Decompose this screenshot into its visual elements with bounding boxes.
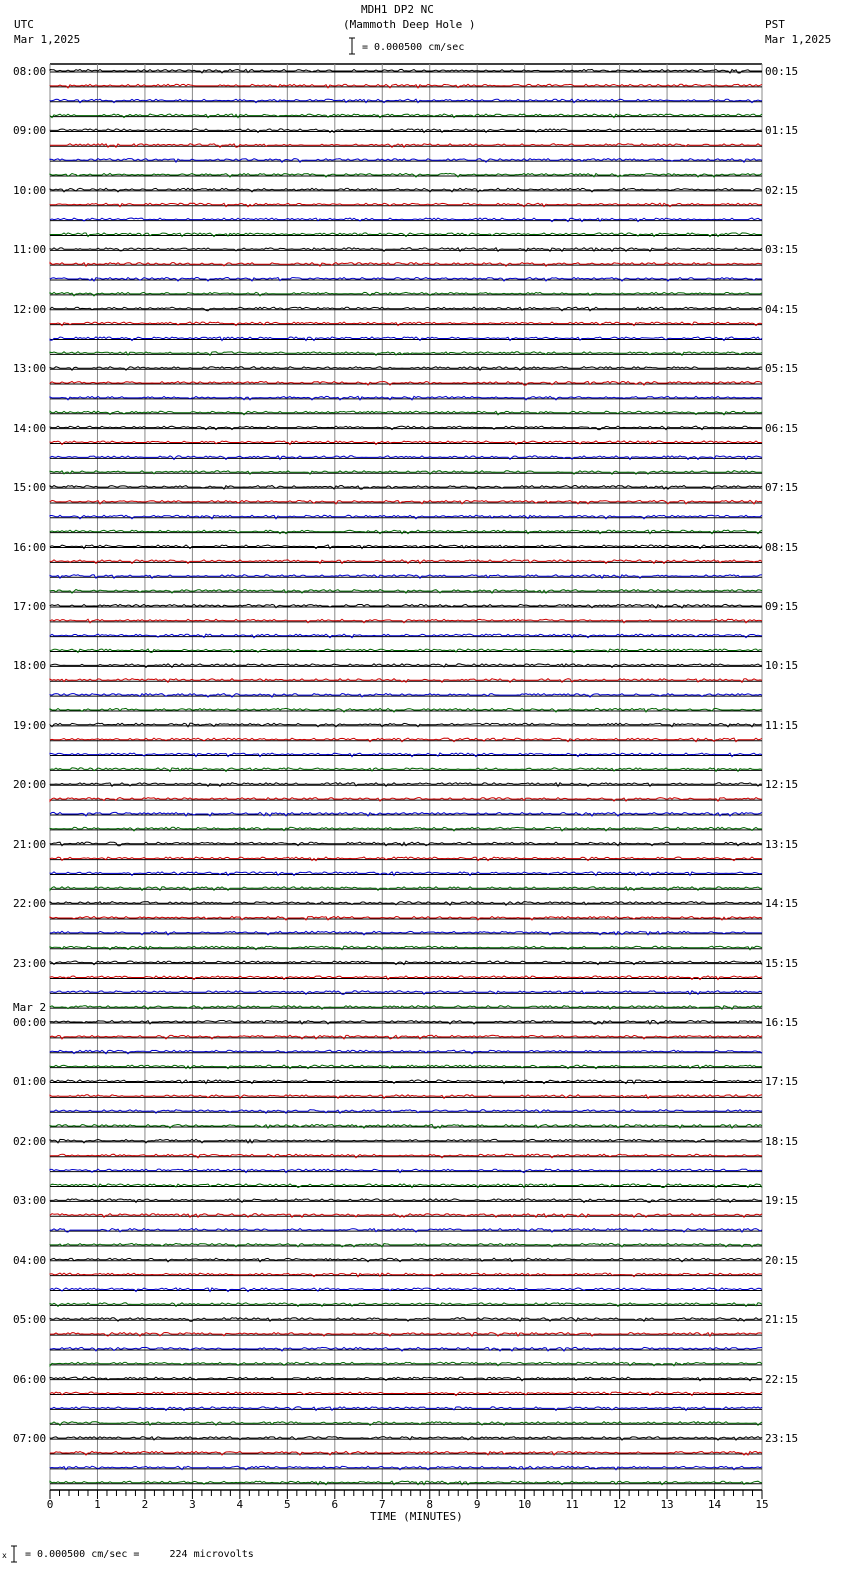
utc-hour-label: 21:00 — [13, 837, 47, 851]
pst-hour-label: 13:15 — [765, 837, 799, 851]
pst-hour-label: 10:15 — [765, 659, 799, 673]
scale-bar-icon — [349, 38, 355, 54]
utc-hour-label: 02:00 — [13, 1134, 47, 1148]
utc-hour-label: 12:00 — [13, 302, 47, 316]
utc-date: Mar 1,2025 — [14, 33, 81, 46]
pst-hour-label: 16:15 — [765, 1016, 799, 1030]
pst-hour-label: 06:15 — [765, 421, 799, 435]
pst-hour-label: 11:15 — [765, 718, 799, 732]
station-title: MDH1 DP2 NC — [361, 3, 434, 16]
station-subtitle: (Mammoth Deep Hole ) — [343, 18, 476, 31]
utc-hour-label: 10:00 — [13, 183, 47, 197]
utc-hour-label: 03:00 — [13, 1194, 47, 1208]
x-tick-label: 7 — [378, 1498, 386, 1511]
x-tick-label: 3 — [189, 1498, 196, 1511]
utc-hour-label: 17:00 — [13, 599, 47, 613]
x-tick-label: 14 — [707, 1498, 722, 1511]
pst-hour-label: 12:15 — [765, 778, 799, 792]
utc-hour-label: 11:00 — [13, 243, 47, 257]
utc-hour-label: 09:00 — [13, 124, 47, 138]
x-tick-label: 11 — [565, 1498, 579, 1511]
utc-hour-label: 22:00 — [13, 897, 47, 911]
pst-hour-label: 09:15 — [765, 599, 799, 613]
pst-hour-label: 18:15 — [765, 1134, 799, 1148]
footer-scale-text: = 0.000500 cm/sec = 224 microvolts — [25, 1549, 254, 1560]
utc-hour-label: 04:00 — [13, 1253, 47, 1267]
pst-hour-label: 00:15 — [765, 65, 799, 78]
x-tick-label: 2 — [141, 1498, 149, 1511]
x-tick-label: 10 — [518, 1498, 532, 1511]
footer-marker: x — [2, 1551, 7, 1560]
x-tick-label: 6 — [331, 1498, 339, 1511]
x-tick-label: 0 — [46, 1498, 54, 1511]
utc-hour-label: 06:00 — [13, 1372, 47, 1386]
utc-hour-label: 16:00 — [13, 540, 47, 554]
pst-hour-label: 02:15 — [765, 183, 799, 197]
utc-hour-label: 15:00 — [13, 481, 47, 495]
utc-label: UTC — [14, 18, 34, 31]
utc-hour-label: 20:00 — [13, 778, 47, 792]
utc-hour-label: 19:00 — [13, 718, 47, 732]
seismic-trace — [50, 530, 762, 534]
pst-hour-label: 20:15 — [765, 1253, 799, 1267]
pst-hour-label: 05:15 — [765, 362, 799, 376]
pst-hour-label: 08:15 — [765, 540, 799, 554]
utc-hour-label: 07:00 — [13, 1432, 47, 1446]
utc-hour-label: 23:00 — [13, 956, 47, 970]
x-tick-label: 15 — [755, 1498, 769, 1511]
x-tick-label: 4 — [236, 1498, 244, 1511]
utc-hour-label: 00:00 — [13, 1016, 47, 1030]
pst-hour-label: 23:15 — [765, 1432, 799, 1446]
pst-hour-label: 17:15 — [765, 1075, 799, 1089]
utc-hour-label: 01:00 — [13, 1075, 47, 1089]
pst-hour-label: 21:15 — [765, 1313, 799, 1327]
x-tick-label: 13 — [660, 1498, 674, 1511]
pst-hour-label: 07:15 — [765, 481, 799, 495]
x-tick-label: 12 — [612, 1498, 627, 1511]
pst-hour-label: 04:15 — [765, 302, 799, 316]
x-axis-label: TIME (MINUTES) — [370, 1510, 463, 1523]
footer-scale-bar-icon — [11, 1546, 17, 1562]
pst-hour-label: 03:15 — [765, 243, 799, 257]
utc-hour-label: 05:00 — [13, 1313, 47, 1327]
pst-hour-label: 15:15 — [765, 956, 799, 970]
utc-date-change-label: Mar 2 — [13, 1001, 47, 1015]
utc-hour-label: 18:00 — [13, 659, 47, 673]
pst-hour-label: 19:15 — [765, 1194, 799, 1208]
pst-hour-label: 22:15 — [765, 1372, 799, 1386]
pst-hour-label: 01:15 — [765, 124, 799, 138]
utc-hour-label: 14:00 — [13, 421, 47, 435]
x-tick-label: 8 — [426, 1498, 434, 1511]
seismic-trace — [50, 827, 762, 831]
seismic-trace — [50, 902, 762, 906]
x-tick-label: 1 — [94, 1498, 101, 1511]
utc-hour-label: 13:00 — [13, 362, 47, 376]
pst-hour-label: 14:15 — [765, 897, 799, 911]
pst-label: PST — [765, 18, 785, 31]
pst-date: Mar 1,2025 — [765, 33, 832, 46]
x-tick-label: 9 — [473, 1498, 481, 1511]
utc-hour-label: 08:00 — [13, 65, 47, 78]
x-tick-label: 5 — [284, 1498, 291, 1511]
scale-text: = 0.000500 cm/sec — [362, 42, 465, 53]
